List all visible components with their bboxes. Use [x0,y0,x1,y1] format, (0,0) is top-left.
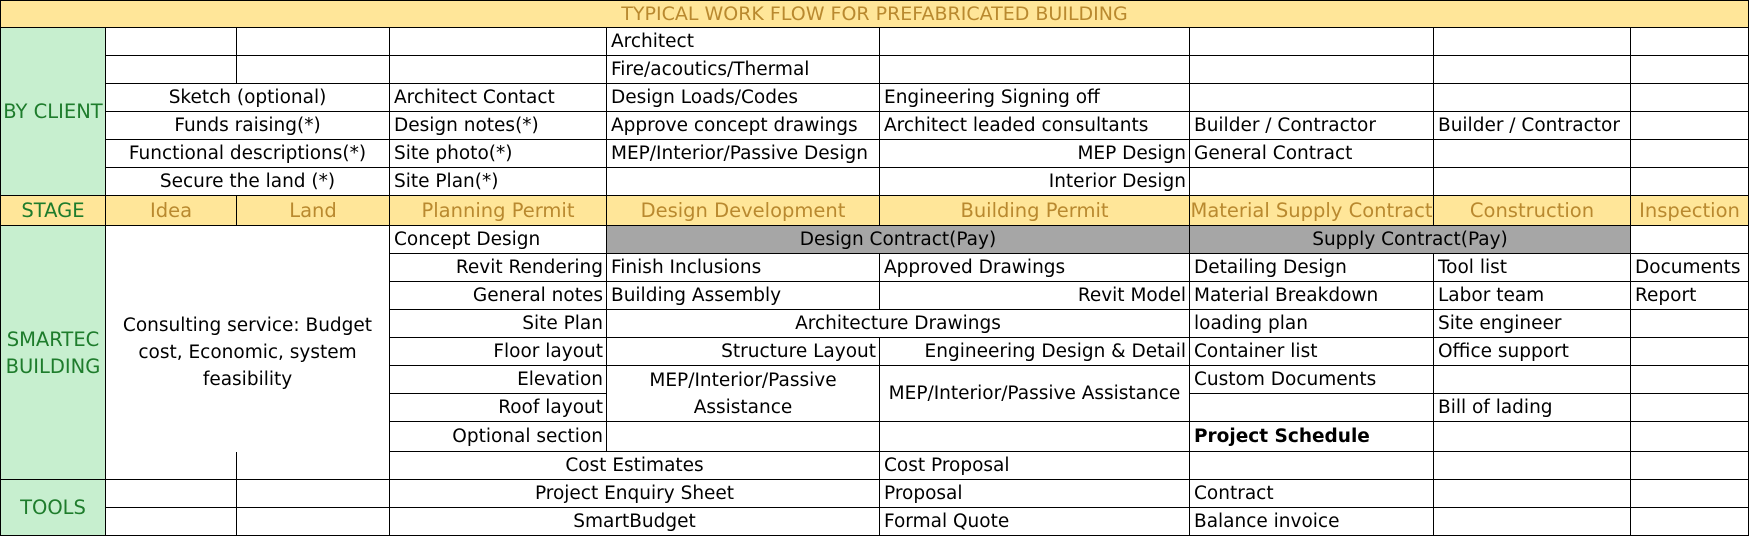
client-r1-insp [1631,28,1749,56]
balance-invoice-text: Balance invoice [1194,511,1340,532]
labor-team [1434,282,1631,310]
proposal-text: Proposal [884,483,963,504]
stage-building-permit [880,196,1190,226]
client-r2-land [237,56,390,84]
client-r1-planning [390,28,607,56]
site-engineer-text: Site engineer [1438,313,1562,334]
stage-material-supply [1190,196,1434,226]
labor-team-text: Labor team [1438,285,1545,306]
custom-documents [1190,366,1434,394]
client-site-photo-text: Site photo(*) [394,143,513,164]
client-r1-con [1434,28,1631,56]
design-contract [607,226,1190,254]
revit-rendering-text: Revit Rendering [455,257,603,278]
client-r1-land [237,28,390,56]
client-general-contract-text: General Contract [1194,143,1353,164]
bill-of-lading-text: Bill of lading [1438,397,1553,418]
mep-assist-bp-text: MEP/Interior/Passive Assistance [888,383,1181,404]
t-r17-con [1434,480,1631,508]
cost-proposal [880,452,1190,480]
approved-drawings-text: Approved Drawings [884,257,1066,278]
tool-list [1434,254,1631,282]
consulting-service-text: Consulting service: Budget cost, Economic, system feasibility [122,315,373,390]
revit-model-text: Revit Model [1077,285,1186,306]
stage-label [0,196,106,226]
general-notes-text: General notes [472,285,603,306]
client-mep-design-text: MEP Design [1077,143,1186,164]
documents [1631,254,1749,282]
stage-design-development [607,196,880,226]
title-bar [0,0,1749,28]
roof-layout [390,394,607,422]
concept-design-text: Concept Design [394,229,541,250]
finish-inclusions [607,254,880,282]
client-functional-text: Functional descriptions(*) [128,143,367,164]
eng-design-detail [880,338,1190,366]
client-interior-design-text: Interior Design [1048,171,1186,192]
loading-plan-text: loading plan [1194,313,1308,334]
s-r14-insp [1631,394,1749,422]
client-r5-insp [1631,140,1749,168]
architecture-drawings [607,310,1190,338]
client-builder-1-text: Builder / Contractor [1194,115,1376,136]
contract [1190,480,1434,508]
client-r6-msc [1190,168,1434,196]
architecture-drawings-text: Architecture Drawings [795,313,1001,334]
client-fire-text: Fire/acoutics/Thermal [611,59,810,80]
office-support-text: Office support [1438,341,1569,362]
client-mep-design [880,140,1190,168]
client-arch-leaded [880,112,1190,140]
client-builder-2 [1434,112,1631,140]
s-r15-insp [1631,422,1749,452]
client-architect-contact-text: Architect Contact [394,87,555,108]
detailing-design [1190,254,1434,282]
s-r15-dd [607,422,880,452]
container-list-text: Container list [1194,341,1318,362]
t-r18-land [237,508,390,536]
client-builder-2-text: Builder / Contractor [1438,115,1620,136]
stage-planning-permit-text: Planning Permit [421,199,575,222]
client-architect-text: Architect [611,31,694,52]
s-r12-insp [1631,338,1749,366]
smartbudget [390,508,880,536]
project-enquiry-sheet [390,480,880,508]
container-list [1190,338,1434,366]
documents-text: Documents [1635,257,1741,278]
s-r16-land [237,452,390,480]
structure-layout [607,338,880,366]
s-r8-insp [1631,226,1749,254]
eng-design-detail-text: Engineering Design & Detail [924,341,1186,362]
site-plan-text: Site Plan [522,313,603,334]
project-schedule-text: Project Schedule [1194,426,1370,447]
tools-label-text: TOOLS [20,496,86,519]
client-eng-signing-text: Engineering Signing off [884,87,1100,108]
client-design-notes [390,112,607,140]
stage-idea [106,196,237,226]
client-r3-msc [1190,84,1434,112]
design-contract-text: Design Contract(Pay) [799,229,997,250]
mep-assist-dd [607,366,880,422]
client-mep-design-dev-text: MEP/Interior/Passive Design [611,143,868,164]
approved-drawings [880,254,1190,282]
stage-material-supply-text: Material Supply Contract [1190,199,1433,222]
t-r17-insp [1631,480,1749,508]
revit-model [880,282,1190,310]
mep-assist-bp [880,366,1190,422]
concept-design [390,226,607,254]
balance-invoice [1190,508,1434,536]
project-enquiry-sheet-text: Project Enquiry Sheet [534,483,735,504]
client-builder-1 [1190,112,1434,140]
s-r15-con [1434,422,1631,452]
stage-inspection [1631,196,1749,226]
stage-inspection-text: Inspection [1639,199,1740,222]
client-sketch-text: Sketch (optional) [168,87,327,108]
supply-contract [1190,226,1631,254]
cost-estimates-text: Cost Estimates [565,455,704,476]
stage-idea-text: Idea [149,199,193,222]
stage-land [237,196,390,226]
client-mep-design-dev [607,140,880,168]
client-arch-leaded-text: Architect leaded consultants [884,115,1149,136]
structure-layout-text: Structure Layout [721,341,876,362]
client-r1-bp [880,28,1190,56]
s-r14-msc [1190,394,1434,422]
consulting-service [106,226,390,480]
cost-proposal-text: Cost Proposal [884,455,1010,476]
client-approve-concept [607,112,880,140]
client-architect [607,28,880,56]
client-r6-dd [607,168,880,196]
bill-of-lading [1434,394,1631,422]
optional-section [390,422,607,452]
client-r5-con [1434,140,1631,168]
t-r18-idea [106,508,237,536]
elevation [390,366,607,394]
roof-layout-text: Roof layout [498,397,603,418]
s-r16-insp [1631,452,1749,480]
loading-plan [1190,310,1434,338]
client-functional [106,140,390,168]
tools-label [0,480,106,536]
s-r13-con [1434,366,1631,394]
client-r3-insp [1631,84,1749,112]
client-r1-msc [1190,28,1434,56]
site-plan [390,310,607,338]
client-fire [607,56,880,84]
client-r1-idea [106,28,237,56]
t-r17-idea [106,480,237,508]
building-assembly [607,282,880,310]
report-text: Report [1635,285,1697,306]
stage-design-development-text: Design Development [640,199,846,222]
client-funds-text: Funds raising(*) [174,115,321,136]
client-design-notes-text: Design notes(*) [394,115,539,136]
smartec-label [0,226,106,480]
material-breakdown-text: Material Breakdown [1194,285,1379,306]
client-r6-insp [1631,168,1749,196]
building-assembly-text: Building Assembly [611,285,782,306]
title-bar-text: TYPICAL WORK FLOW FOR PREFABRICATED BUILDING [621,2,1128,25]
stage-building-permit-text: Building Permit [960,199,1109,222]
custom-documents-text: Custom Documents [1194,369,1377,390]
detailing-design-text: Detailing Design [1194,257,1347,278]
client-secure-land-text: Secure the land (*) [159,171,336,192]
s-r15-bp [880,422,1190,452]
client-r2-msc [1190,56,1434,84]
cost-estimates [390,452,880,480]
site-engineer [1434,310,1631,338]
floor-layout [390,338,607,366]
t-r18-insp [1631,508,1749,536]
s-r16-con [1434,452,1631,480]
client-interior-design [880,168,1190,196]
supply-contract-text: Supply Contract(Pay) [1312,229,1508,250]
optional-section-text: Optional section [452,426,603,447]
client-secure-land [106,168,390,196]
stage-planning-permit [390,196,607,226]
client-r2-insp [1631,56,1749,84]
client-funds [106,112,390,140]
client-eng-signing [880,84,1190,112]
client-r2-bp [880,56,1190,84]
office-support [1434,338,1631,366]
client-sketch [106,84,390,112]
client-design-loads-text: Design Loads/Codes [611,87,799,108]
revit-rendering [390,254,607,282]
client-site-photo [390,140,607,168]
client-r2-planning [390,56,607,84]
smartec-label-text: SMARTEC BUILDING [5,327,101,378]
report [1631,282,1749,310]
proposal [880,480,1190,508]
s-r16-msc [1190,452,1434,480]
client-site-plan [390,168,607,196]
client-r2-idea [106,56,237,84]
mep-assist-dd-text: MEP/Interior/Passive Assistance [649,369,837,418]
stage-land-text: Land [289,199,337,222]
project-schedule [1190,422,1434,452]
s-r13-insp [1631,366,1749,394]
finish-inclusions-text: Finish Inclusions [611,257,762,278]
client-general-contract [1190,140,1434,168]
s-r11-insp [1631,310,1749,338]
smartbudget-text: SmartBudget [573,511,696,532]
stage-construction [1434,196,1631,226]
formal-quote-text: Formal Quote [884,511,1010,532]
client-r6-con [1434,168,1631,196]
stage-construction-text: Construction [1469,199,1595,222]
general-notes [390,282,607,310]
t-r17-land [237,480,390,508]
t-r18-con [1434,508,1631,536]
stage-label-text: STAGE [21,199,85,222]
client-r3-con [1434,84,1631,112]
s-r16-idea [106,452,237,480]
contract-text: Contract [1194,483,1274,504]
by-client-label [0,28,106,196]
client-approve-concept-text: Approve concept drawings [611,115,858,136]
material-breakdown [1190,282,1434,310]
tool-list-text: Tool list [1438,257,1507,278]
by-client-label-text: BY CLIENT [3,100,103,123]
elevation-text: Elevation [517,369,603,390]
client-r4-insp [1631,112,1749,140]
client-architect-contact [390,84,607,112]
formal-quote [880,508,1190,536]
client-design-loads [607,84,880,112]
floor-layout-text: Floor layout [493,341,603,362]
client-site-plan-text: Site Plan(*) [394,171,499,192]
client-r2-con [1434,56,1631,84]
